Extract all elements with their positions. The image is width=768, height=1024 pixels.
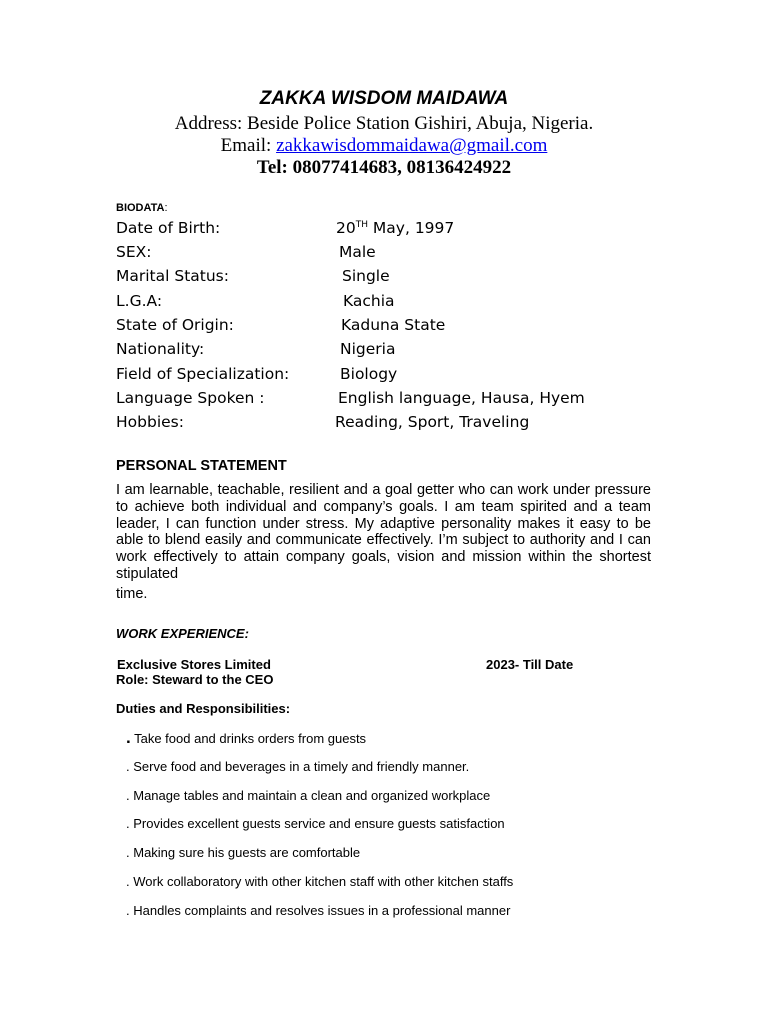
bullet: . xyxy=(126,759,130,774)
duty-text: Serve food and beverages in a timely and friendly manner. xyxy=(129,759,470,774)
bullet: . xyxy=(126,728,131,747)
biodata-value: Biology xyxy=(340,365,398,383)
duty-item xyxy=(126,903,510,918)
biodata-heading-colon: : xyxy=(164,202,168,214)
bullet: . xyxy=(126,874,130,889)
duty-text: Handles complaints and resolves issues in a professional manner xyxy=(129,903,511,918)
bullet: . xyxy=(126,903,130,918)
biodata-heading-text: BIODATA xyxy=(116,202,165,214)
biodata-value: Kaduna State xyxy=(341,316,446,334)
duty-text: Take food and drinks orders from guests xyxy=(130,731,367,746)
email-link[interactable]: zakkawisdommaidawa@gmail.com xyxy=(276,135,548,156)
dob-day: 20 xyxy=(336,219,356,237)
biodata-label: Date of Birth: xyxy=(116,219,221,237)
email-label: Email: xyxy=(220,135,277,156)
duty-item xyxy=(126,759,469,774)
biodata-label: Nationality: xyxy=(116,340,205,358)
address-line: Address: Beside Police Station Gishiri, Abuja, Nigeria. xyxy=(174,113,594,134)
biodata-value: Male xyxy=(339,243,376,261)
biodata-heading xyxy=(116,202,168,214)
work-experience-heading: WORK EXPERIENCE: xyxy=(116,626,249,641)
biodata-value: English language, Hausa, Hyem xyxy=(338,389,585,407)
email-line xyxy=(0,135,768,157)
duty-text: Work collaboratory with other kitchen staff with other kitchen staffs xyxy=(129,874,514,889)
duty-item xyxy=(126,845,360,860)
biodata-label: SEX: xyxy=(116,243,152,261)
job-role: Role: Steward to the CEO xyxy=(116,672,274,687)
duty-text: Making sure his guests are comfortable xyxy=(129,845,361,860)
employment-period: 2023- Till Date xyxy=(486,657,574,672)
biodata-label: L.G.A: xyxy=(116,292,163,310)
duties-heading: Duties and Responsibilities: xyxy=(116,701,291,716)
candidate-name: ZAKKA WISDOM MAIDAWA xyxy=(259,88,509,109)
duty-item xyxy=(126,874,513,889)
bullet: . xyxy=(126,788,130,803)
biodata-value: Nigeria xyxy=(340,340,396,358)
personal-statement-heading: PERSONAL STATEMENT xyxy=(116,458,287,474)
biodata-label: Field of Specialization: xyxy=(116,365,290,383)
biodata-label: State of Origin: xyxy=(116,316,234,334)
company-name: Exclusive Stores Limited xyxy=(117,657,271,672)
biodata-label: Language Spoken : xyxy=(116,389,265,407)
duty-text: Manage tables and maintain a clean and organized workplace xyxy=(129,788,491,803)
telephone-line: Tel: 08077414683, 08136424922 xyxy=(256,157,512,178)
biodata-value: Single xyxy=(342,267,390,285)
biodata-value xyxy=(336,219,454,237)
biodata-label: Hobbies: xyxy=(116,413,184,431)
biodata-value: Reading, Sport, Traveling xyxy=(335,413,530,431)
bullet: . xyxy=(126,816,130,831)
personal-statement-body: I am learnable, teachable, resilient and a goal getter who can work under pressure to achieve both individual and company’s goals. I am team spirited and a team leader, I can function under stress. My adaptive personality makes it easy to be able to blend easily and communicate effectively. I’m subject to authority and I can work effectively to attain company goals, vision and mission within the shortest stipulated xyxy=(116,482,651,582)
dob-month-year: May, 1997 xyxy=(368,219,455,237)
biodata-label: Marital Status: xyxy=(116,267,229,285)
duty-item xyxy=(126,728,366,748)
duty-item xyxy=(126,788,490,803)
bullet: . xyxy=(126,845,130,860)
dob-day-suffix: TH xyxy=(355,220,368,230)
duty-item xyxy=(126,816,505,831)
duty-text: Provides excellent guests service and ensure guests satisfaction xyxy=(129,816,505,831)
biodata-value: Kachia xyxy=(343,292,395,310)
personal-statement-tail: time. xyxy=(116,586,148,602)
